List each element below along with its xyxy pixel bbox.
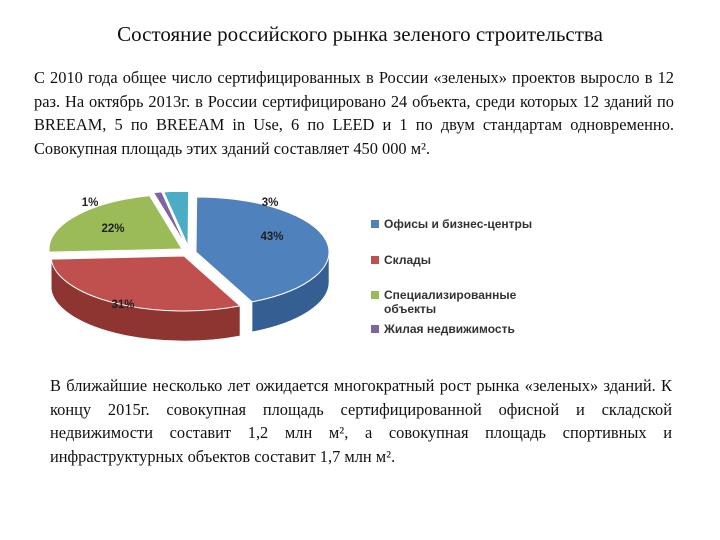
- legend-label-2: Склады: [384, 253, 431, 267]
- legend-label-1: Офисы и бизнес-центры: [384, 217, 533, 231]
- slice-label-2: 31%: [111, 299, 135, 311]
- pie-chart: [40, 192, 660, 372]
- pie-chart-svg: [40, 192, 660, 372]
- forecast-paragraph: В ближайшие несколько лет ожидается многократный рост рынка «зеленых» зданий. К концу 2015г. совокупная площадь сертифицированной офисной и складской недвижимости составит 1,2 млн м², а совокупная площадь спортивных и инфраструктурных объектов составит 1,7 млн м².: [50, 376, 672, 466]
- intro-paragraph: С 2010 года общее число сертифицированных в России «зеленых» проектов выросло в 12 раз. На октябрь 2013г. в России сертифицировано 24 объекта, среди которых 12 зданий по BREEAM, 5 по BREEAM in Use, 6 по LEED и 1 по двум стандартам одновременно. Совокупная площадь этих зданий составляет 450 000 м².: [34, 68, 674, 158]
- slice-label-4: 1%: [81, 197, 99, 209]
- slice-label-5: 3%: [261, 197, 279, 209]
- slice-label-1: 43%: [260, 231, 284, 243]
- page-title: Состояние российского рынка зеленого строительства: [117, 22, 603, 46]
- legend-label-3: Специализированные объекты: [384, 288, 517, 316]
- slice-label-3: 22%: [101, 223, 125, 235]
- legend-label-4: Жилая недвижимость: [384, 322, 515, 336]
- legend-swatch-2: [371, 256, 379, 264]
- legend-swatch-3: [371, 291, 379, 299]
- chart-legend: [371, 217, 532, 336]
- legend-swatch-1: [371, 220, 379, 228]
- legend-swatch-4: [371, 325, 379, 333]
